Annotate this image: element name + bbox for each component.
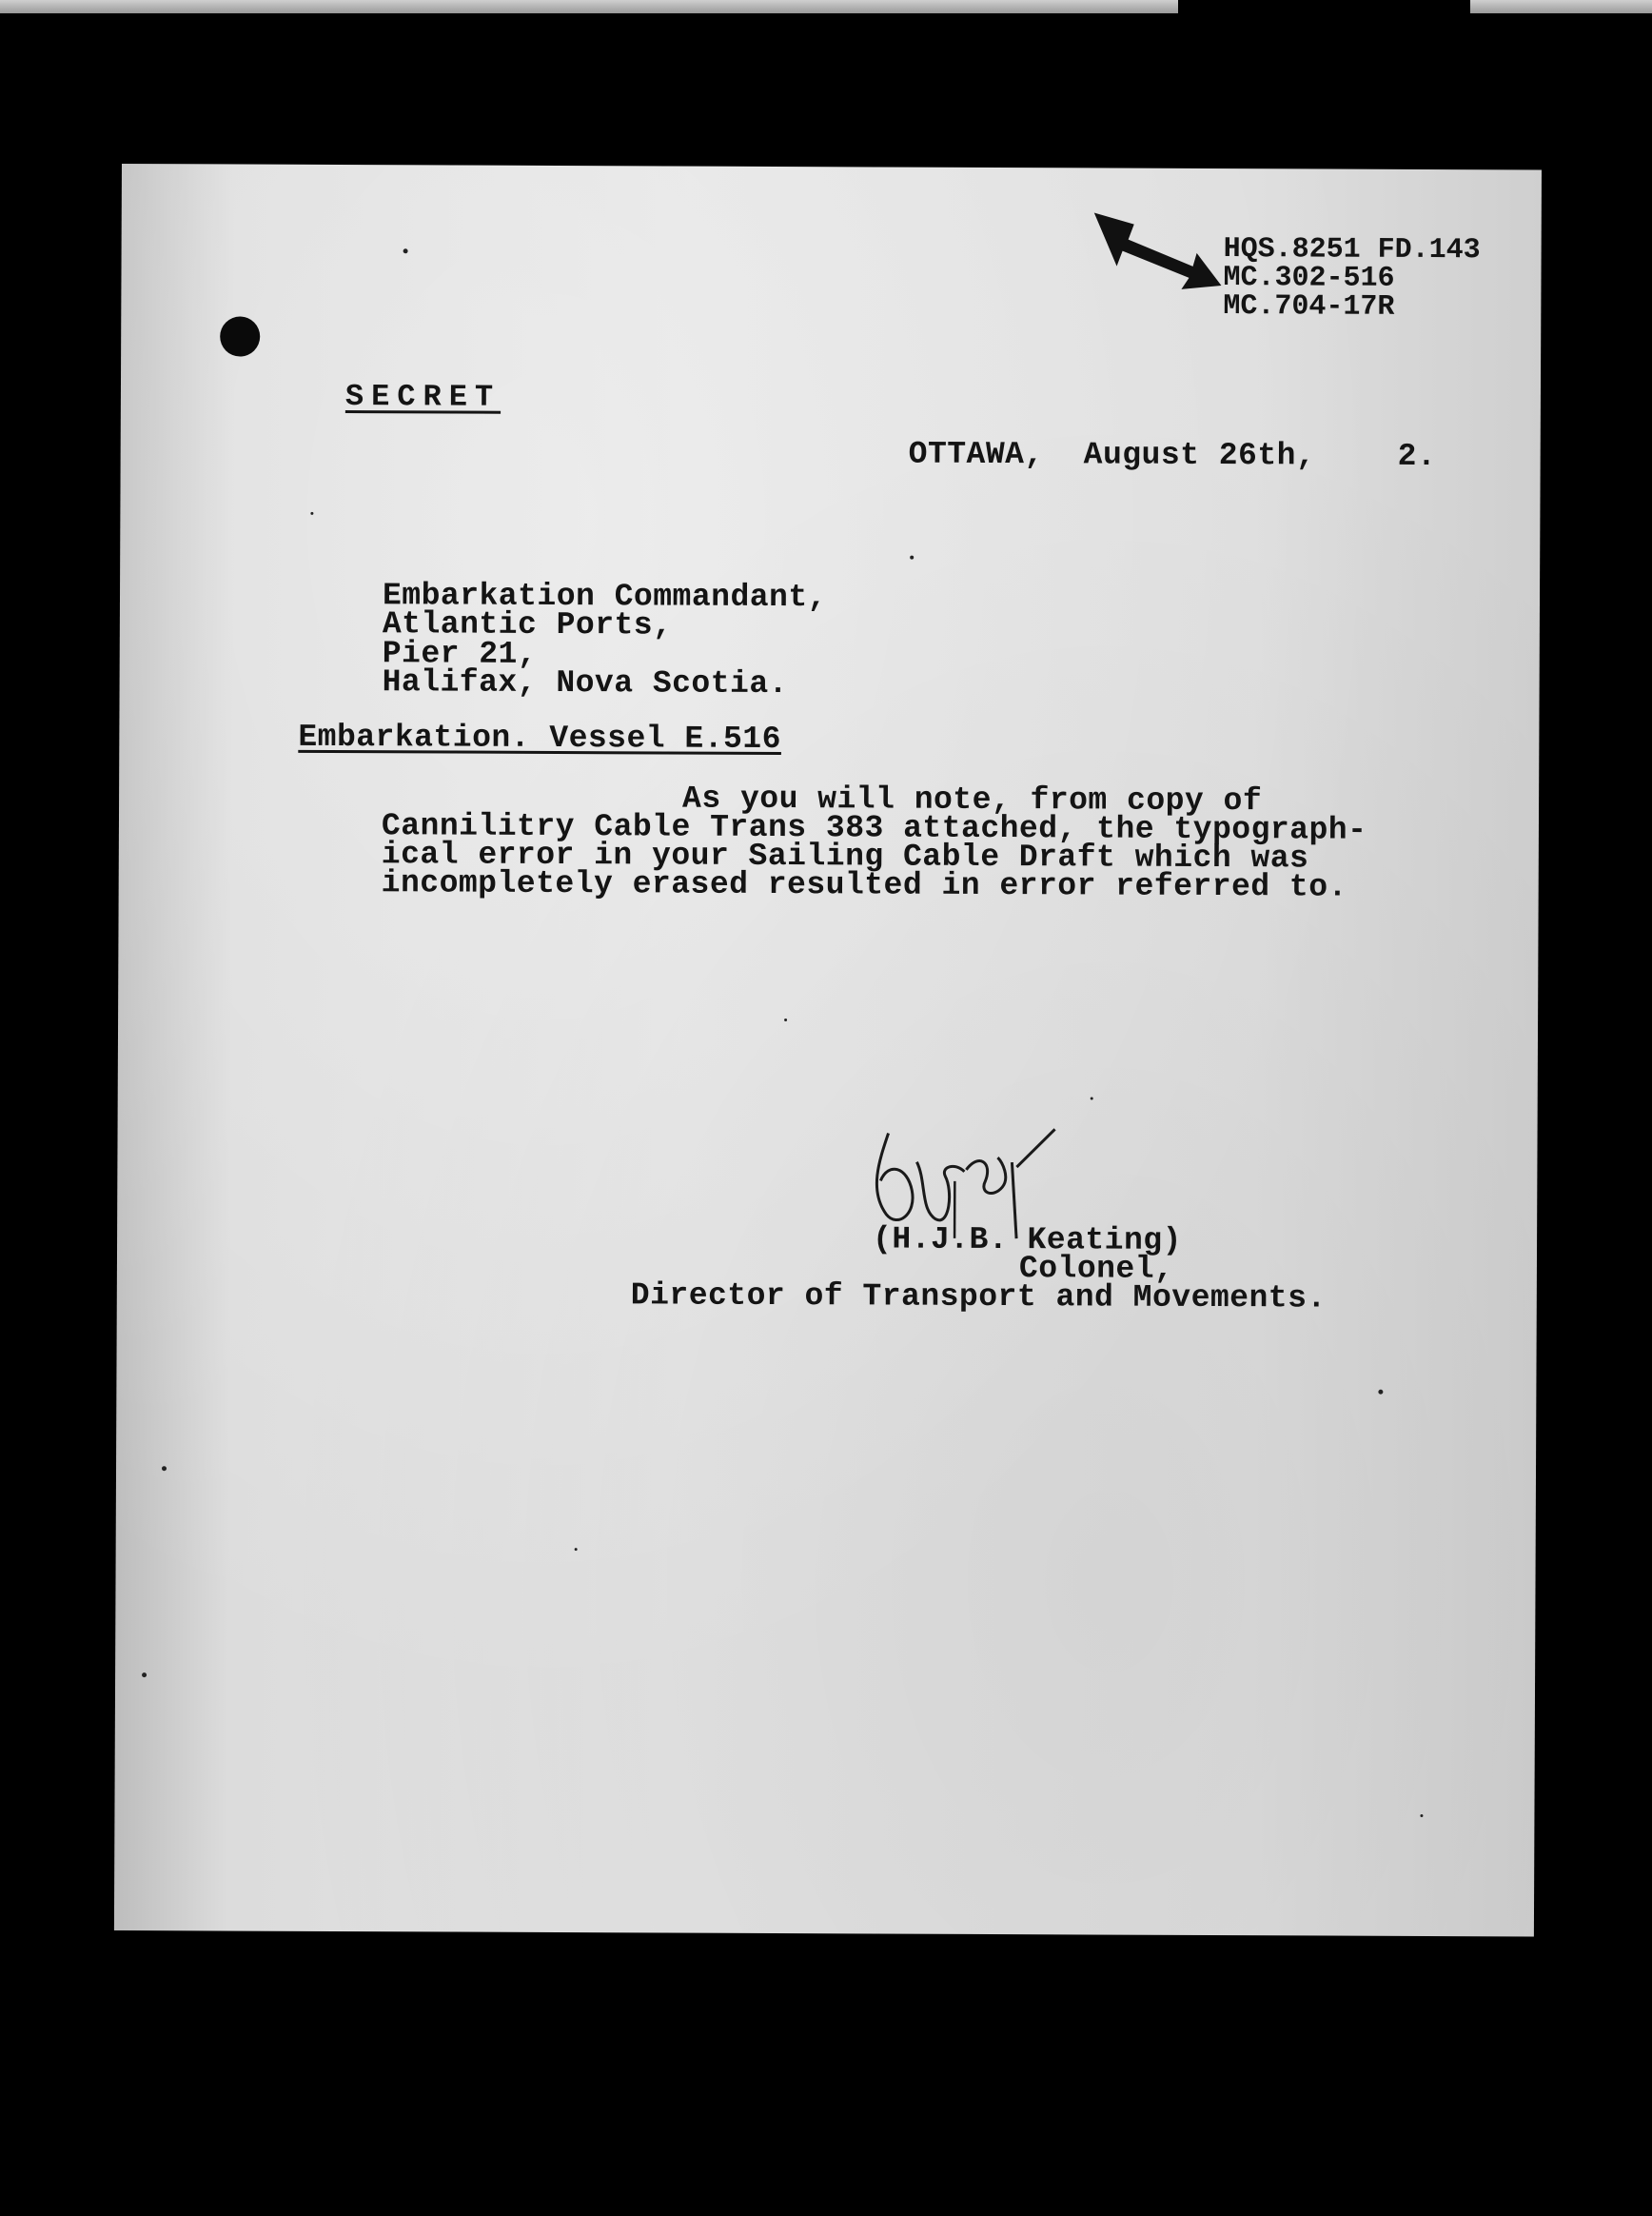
page-number: 2.	[1397, 438, 1437, 475]
speck	[162, 1466, 167, 1471]
speck	[310, 512, 313, 515]
letter-page	[114, 164, 1542, 1936]
file-references	[1223, 235, 1480, 322]
speck	[1091, 1097, 1093, 1099]
adjacent-page-edge	[0, 0, 1178, 13]
addressee-line: Pier 21,	[382, 636, 538, 672]
date: August 26th,	[1083, 437, 1316, 474]
reference-line: MC.704-17R	[1223, 290, 1395, 324]
reference-line: HQS.8251 FD.143	[1223, 233, 1481, 267]
addressee-line: Atlantic Ports,	[382, 606, 673, 643]
subject-line: Embarkation. Vessel E.516	[298, 719, 782, 758]
body-line: incompletely erased resulted in error referred to.	[381, 865, 1347, 905]
signatory-rank: Colonel,	[1018, 1251, 1174, 1287]
classification-heading: SECRET	[344, 379, 502, 415]
speck	[575, 1548, 578, 1551]
body-line: ical error in your Sailing Cable Draft which was	[381, 837, 1309, 877]
body-line: As you will note, from copy of	[682, 781, 1263, 820]
addressee-line: Embarkation Commandant,	[382, 578, 828, 616]
speck	[910, 556, 914, 560]
speck	[1420, 1814, 1423, 1817]
adjacent-page-edge	[1470, 0, 1652, 13]
speck	[1378, 1390, 1383, 1395]
speck	[403, 248, 408, 253]
arrow-icon	[1090, 210, 1223, 297]
signatory-name: (H.J.B. Keating)	[872, 1221, 1183, 1258]
speck	[142, 1672, 147, 1677]
signatory-title: Director of Transport and Movements.	[630, 1277, 1327, 1316]
addressee-line: Halifax, Nova Scotia.	[382, 664, 789, 702]
speck	[784, 1019, 787, 1021]
reference-line: MC.302-516	[1223, 262, 1395, 295]
body-line: Cannilitry Cable Trans 383 attached, the typograph-	[381, 808, 1367, 848]
punch-hole	[220, 316, 260, 356]
place: OTTAWA,	[908, 436, 1044, 473]
